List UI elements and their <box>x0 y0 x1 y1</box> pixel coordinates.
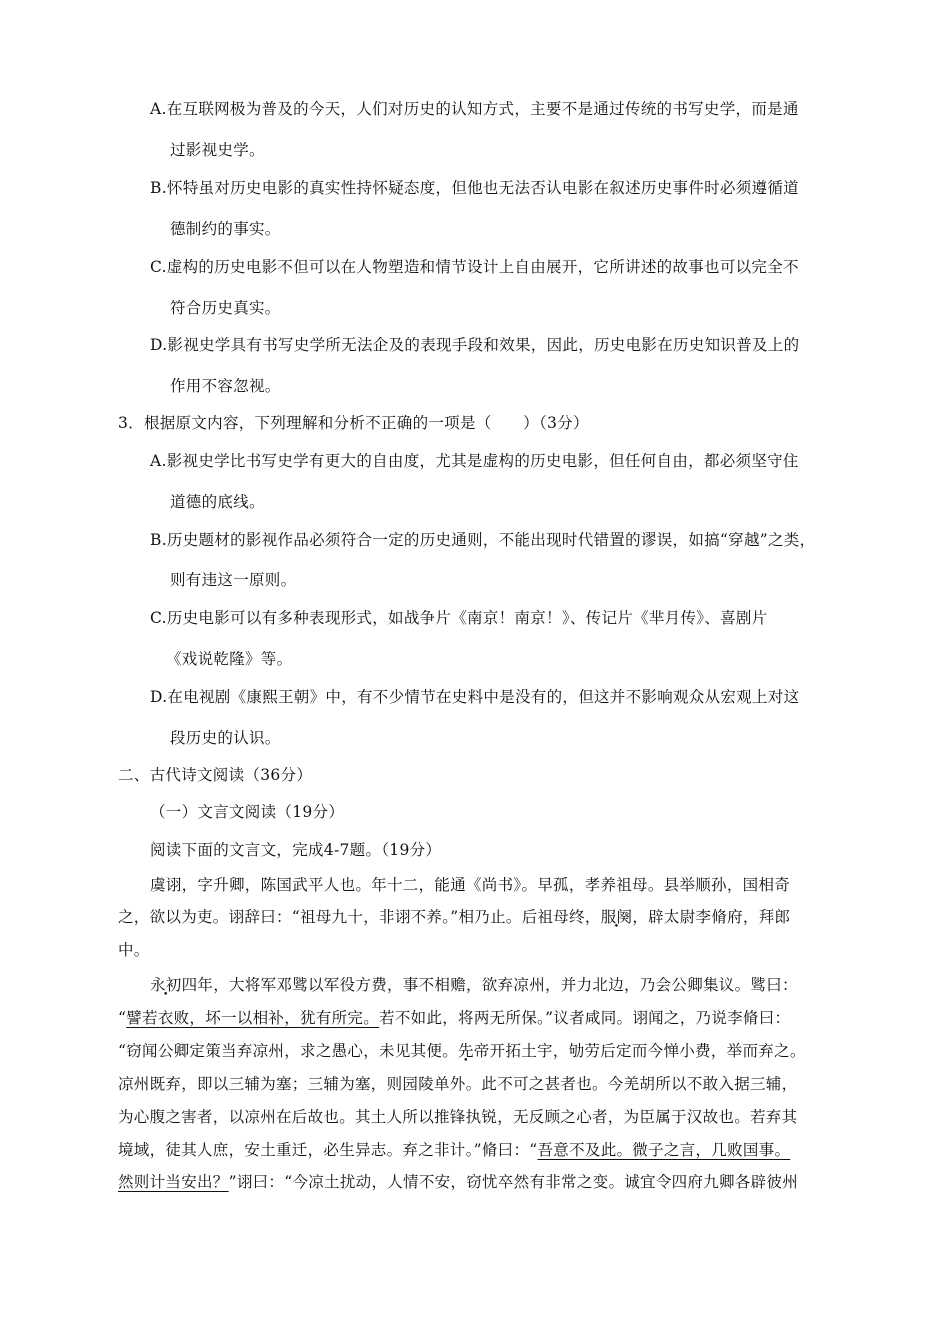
q2-option-b-line1: B.怀特虽对历史电影的真实性持怀疑态度，但他也无法否认电影在叙述历史事件时必须遵循道 <box>150 179 799 197</box>
q3-option-c-line1: C.历史电影可以有多种表现形式，如战争片《南京！南京！》、传记片《芈月传》、喜剧片 <box>150 609 768 627</box>
passage-line: 永初四年，大将军邓骘以军役方费，事不相赡，欲弃凉州，并力北边，乃会公卿集议。骘曰： <box>150 976 798 994</box>
section2-heading: 二、古代诗文阅读（36分） <box>118 766 313 784</box>
passage-line: “窃闻公卿定策当弃凉州，求之愚心，未见其便。先帝开拓土宇，劬劳后定而今惮小费，举而弃之。 <box>118 1042 806 1060</box>
underlined-sentence: 譬若衣败，坏一以相补，犹有所完。 <box>126 1009 380 1027</box>
section2-subheading: （一）文言文阅读（19分） <box>150 803 345 821</box>
emphasis-dot-term: 服阕 <box>600 908 633 926</box>
q2-option-a-line2: 过影视史学。 <box>170 141 265 159</box>
passage-line: “譬若衣败，坏一以相补，犹有所完。若不如此，将两无所保。”议者咸同。诩闻之，乃说李脩曰： <box>118 1009 791 1027</box>
emphasis-dot-term: 先 <box>458 1042 474 1060</box>
q2-option-d-line2: 作用不容忽视。 <box>170 377 281 395</box>
q2-option-d-line1: D.影视史学具有书写史学所无法企及的表现手段和效果，因此，历史电影在历史知识普及上的 <box>150 336 800 354</box>
passage-line: 凉州既弃，即以三辅为塞；三辅为塞，则园陵单外。此不可之甚者也。今羌胡所以不敢入据三辅， <box>118 1075 798 1093</box>
q3-option-c-line2: 《戏说乾隆》等。 <box>166 650 293 668</box>
q3-option-a-line2: 道德的底线。 <box>170 493 265 511</box>
underlined-sentence: 然则计当安出？ <box>118 1173 229 1191</box>
underlined-sentence: 吾意不及此。微子之言，几败国事。 <box>537 1141 791 1159</box>
q2-option-c-line1: C.虚构的历史电影不但可以在人物塑造和情节设计上自由展开，它所讲述的故事也可以完全不 <box>150 258 799 276</box>
passage-line: 虞诩，字升卿，陈国武平人也。年十二，能通《尚书》。早孤，孝养祖母。县举顺孙，国相奇 <box>150 876 791 894</box>
q3-option-b-line1: B.历史题材的影视作品必须符合一定的历史通则，不能出现时代错置的谬误，如搞“穿越”之类， <box>150 531 816 549</box>
q3-option-d-line1: D.在电视剧《康熙王朝》中，有不少情节在史料中是没有的，但这并不影响观众从宏观上对这 <box>150 688 800 706</box>
q2-option-a-line1: A.在互联网极为普及的今天，人们对历史的认知方式，主要不是通过传统的书写史学，而是通 <box>150 100 799 118</box>
passage-line: 然则计当安出？”诩曰：“今凉土扰动，人情不安，窃忧卒然有非常之变。诚宜令四府九卿各辟彼州 <box>118 1173 799 1191</box>
passage-line: 之，欲以为吏。诩辞曰：“祖母九十，非诩不养。”相乃止。后祖母终，服阕，辟太尉李脩府，拜郎 <box>118 908 791 926</box>
passage-line: 境域，徒其人庶，安土重迁，必生异志。弃之非计。”脩曰：“吾意不及此。微子之言，几败国事。 <box>118 1141 791 1159</box>
emphasis-dot-term: 永初 <box>150 976 182 994</box>
q3-option-d-line2: 段历史的认识。 <box>170 729 281 747</box>
q3-stem: 3．根据原文内容，下列理解和分析不正确的一项是（ ）（3分） <box>118 414 589 432</box>
passage-line: 中。 <box>118 941 150 959</box>
passage-instruction: 阅读下面的文言文，完成4-7题。（19分） <box>150 841 442 859</box>
q2-option-b-line2: 德制约的事实。 <box>170 220 281 238</box>
q3-option-a-line1: A.影视史学比书写史学有更大的自由度，尤其是虚构的历史电影，但任何自由，都必须坚守住 <box>150 452 799 470</box>
passage-line: 为心腹之害者，以凉州在后故也。其土人所以推锋执锐，无反顾之心者，为臣属于汉故也。若弃其 <box>118 1108 798 1126</box>
q3-option-b-line2: 则有违这一原则。 <box>170 571 297 589</box>
q2-option-c-line2: 符合历史真实。 <box>170 299 281 317</box>
